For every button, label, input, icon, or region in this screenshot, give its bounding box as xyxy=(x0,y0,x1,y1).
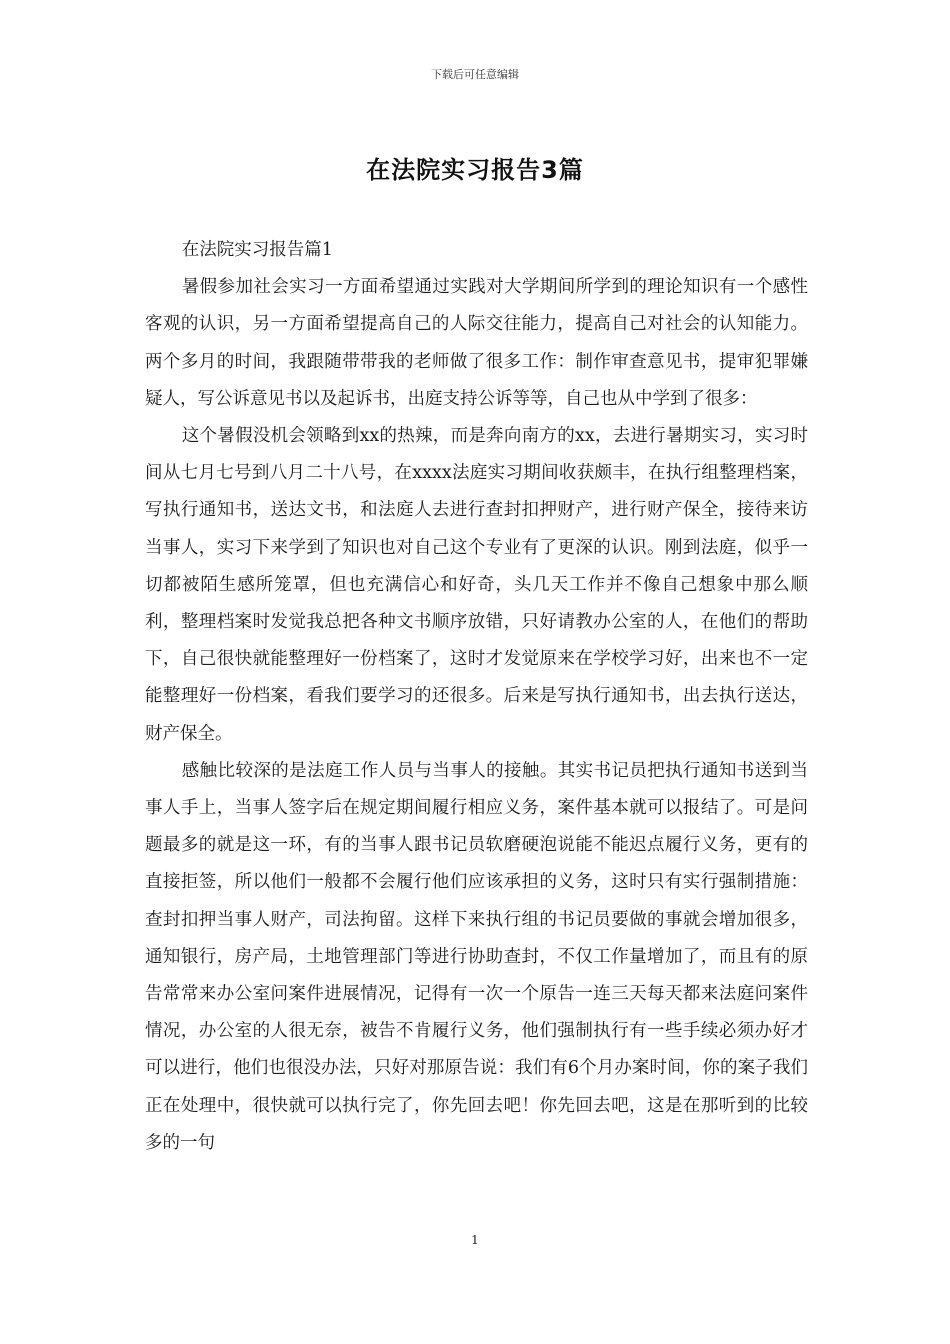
page-number: 1 xyxy=(471,1233,479,1247)
header-note: 下载后可任意编辑 xyxy=(431,68,519,81)
document-body xyxy=(145,232,808,1162)
body-paragraph-1: 暑假参加社会实习一方面希望通过实践对大学期间所学到的理论知识有一个感性客观的认识，另一方面希望提高自己的人际交往能力，提高自己对社会的认知能力。两个多月的时间，我跟随带带我的老师做了很多工作：制作审查意见书，提审犯罪嫌疑人，写公诉意见书以及起诉书，出庭支持公诉等等，自己也从中学到了很多： xyxy=(145,277,808,409)
body-paragraph-2: 这个暑假没机会领略到xx的热辣，而是奔向南方的xx，去进行暑期实习，实习时间从七月七号到八月二十八号，在xxxx法庭实习期间收获颇丰，在执行组整理档案，写执行通知书，送达文书，和法庭人去进行查封扣押财产，进行财产保全，接待来访当事人，实习下来学到了知识也对自己这个专业有了更深的认识。刚到法庭，似乎一切都被陌生感所笼罩，但也充满信心和好奇，头几天工作并不像自己想象中那么顺利，整理档案时发觉我总把各种文书顺序放错，只好请教办公室的人，在他们的帮助下，自己很快就能整理好一份档案了，这时才发觉原来在学校学习好，出来也不一定能整理好一份档案，看我们要学习的还很多。后来是写执行通知书，出去执行送达，财产保全。 xyxy=(145,426,808,744)
body-paragraph-3: 感触比较深的是法庭工作人员与当事人的接触。其实书记员把执行通知书送到当事人手上，当事人签字后在规定期间履行相应义务，案件基本就可以报结了。可是问题最多的就是这一环，有的当事人跟书记员软磨硬泡说能不能迟点履行义务，更有的直接拒签，所以他们一般都不会履行他们应该承担的义务，这时只有实行强制措施：查封扣押当事人财产，司法拘留。这样下来执行组的书记员要做的事就会增加很多，通知银行，房产局，土地管理部门等进行协助查封，不仅工作量增加了，而且有的原告常常来办公室问案件进展情况，记得有一次一个原告一连三天每天都来法庭问案件情况，办公室的人很无奈，被告不肯履行义务，他们强制执行有一些手续必须办好才可以进行，他们也很没办法，只好对那原告说：我们有6个月办案时间，你的案子我们正在处理中，很快就可以执行完了，你先回去吧！你先回去吧，这是在那听到的比较多的一句 xyxy=(145,760,808,1153)
document-title: 在法院实习报告3篇 xyxy=(366,156,584,184)
section-heading: 在法院实习报告篇1 xyxy=(181,240,333,260)
